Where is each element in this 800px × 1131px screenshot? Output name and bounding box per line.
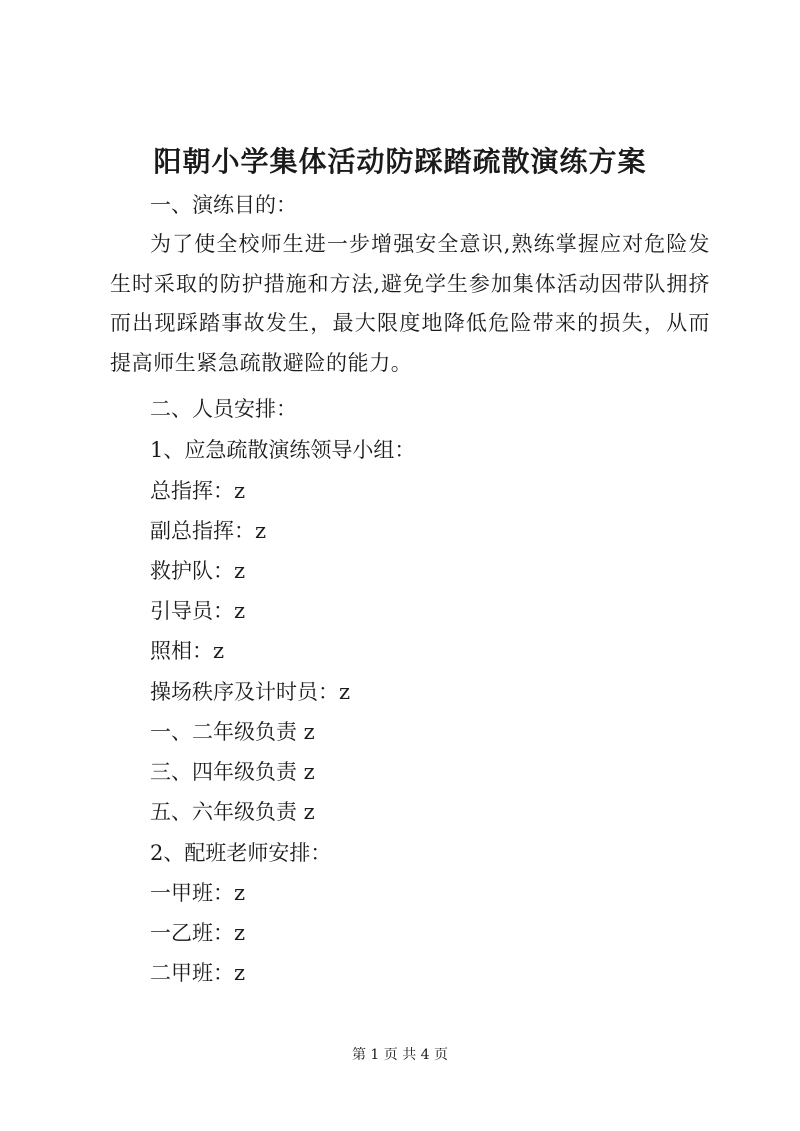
section-heading-purpose: 一、演练目的： (150, 193, 297, 217)
leadership-item: 操场秩序及计时员：z (150, 680, 351, 704)
section-heading-personnel: 二、人员安排： (150, 397, 297, 421)
leadership-item: 五、六年级负责 z (150, 800, 315, 824)
leadership-item: 救护队：z (150, 559, 246, 583)
class-teacher-item: 一甲班：z (150, 881, 246, 905)
leadership-item: 副总指挥：z (150, 519, 267, 543)
document-title: 阳朝小学集体活动防踩踏疏散演练方案 (153, 145, 647, 178)
subsection-heading-class-teachers: 2、配班老师安排： (150, 841, 332, 865)
subsection-heading-leadership: 1、应急疏散演练领导小组： (150, 438, 416, 462)
leadership-item: 总指挥：z (150, 479, 246, 503)
leadership-item: 照相：z (150, 639, 225, 663)
purpose-paragraph: 为了使全校师生进一步增强安全意识,熟练掌握应对危险发生时采取的防护措施和方法,避免学生参加集体活动因带队拥挤而出现踩踏事故发生，最大限度地降低危险带来的损失，从而提高师生紧急疏散避险的能力。 (110, 232, 710, 375)
page-number-footer: 第 1 页 共 4 页 (351, 1047, 449, 1063)
leadership-item: 引导员：z (150, 599, 246, 623)
leadership-item: 一、二年级负责 z (150, 720, 315, 744)
class-teacher-item: 二甲班：z (150, 961, 246, 985)
leadership-item: 三、四年级负责 z (150, 760, 315, 784)
class-teacher-item: 一乙班：z (150, 921, 246, 945)
